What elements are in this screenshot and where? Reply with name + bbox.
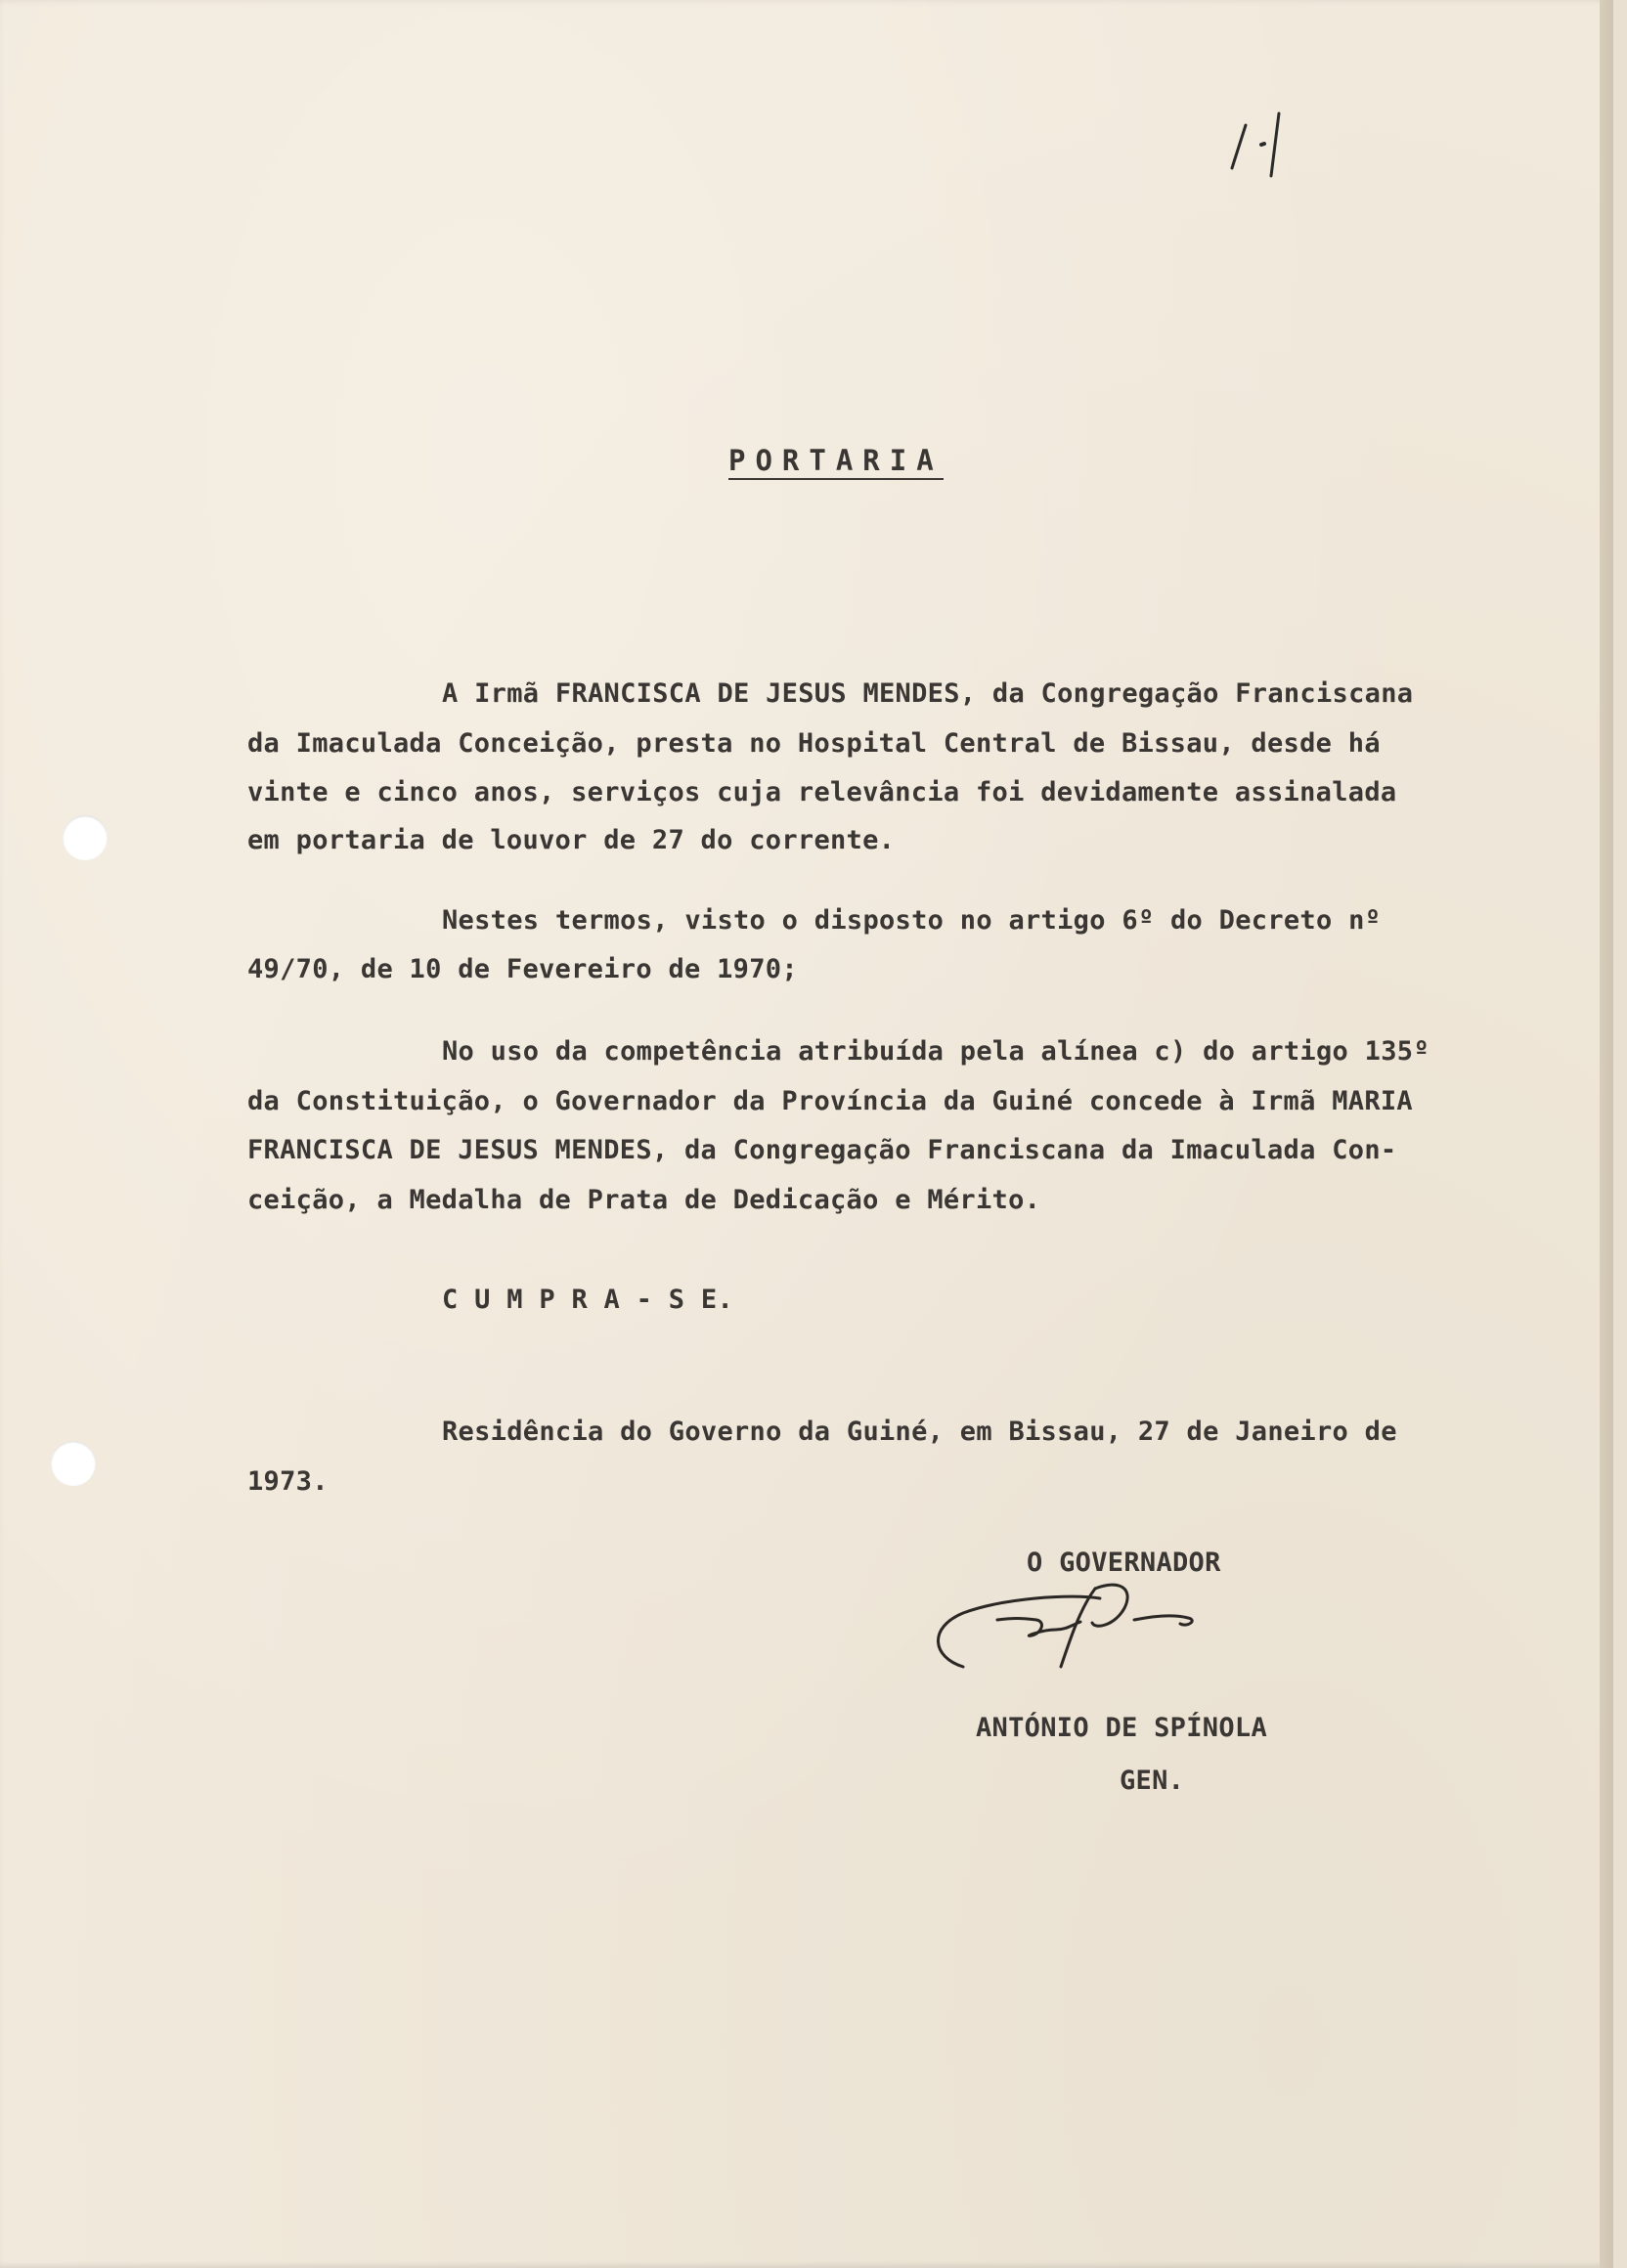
closing-formula: C U M P R A - S E. xyxy=(442,1285,733,1315)
paragraph-1-line-2: da Imaculada Conceição, presta no Hospital Central de Bissau, desde há xyxy=(247,728,1381,759)
paragraph-1-line-1: A Irmã FRANCISCA DE JESUS MENDES, da Congregação Franciscana xyxy=(442,678,1414,709)
signatory-rank: GEN. xyxy=(1120,1766,1185,1796)
signatory-title: O GOVERNADOR xyxy=(1027,1548,1221,1578)
paragraph-3-line-2: da Constituição, o Governador da Província da Guiné concede à Irmã MARIA xyxy=(247,1086,1413,1116)
signatory-name: ANTÓNIO DE SPÍNOLA xyxy=(976,1713,1267,1743)
page-edge-shadow xyxy=(1600,0,1613,2268)
paragraph-3-line-4: ceição, a Medalha de Prata de Dedicação e Mérito. xyxy=(247,1185,1041,1215)
paragraph-3-line-1: No uso da competência atribuída pela alínea c) do artigo 135º xyxy=(442,1036,1429,1067)
handwritten-page-number xyxy=(1222,98,1310,186)
paragraph-1-line-3: vinte e cinco anos, serviços cuja relevância foi devidamente assinalada xyxy=(247,777,1397,807)
document-title: PORTARIA xyxy=(728,444,944,480)
place-date-line-1: Residência do Governo da Guiné, em Bissau, 27 de Janeiro de xyxy=(442,1417,1397,1447)
paragraph-1-line-4: em portaria de louvor de 27 do corrente. xyxy=(247,825,896,855)
handwritten-signature xyxy=(924,1569,1247,1677)
punch-hole-top xyxy=(63,815,108,860)
paragraph-2-line-2: 49/70, de 10 de Fevereiro de 1970; xyxy=(247,954,798,984)
paragraph-3-line-3: FRANCISCA DE JESUS MENDES, da Congregação Franciscana da Imaculada Con- xyxy=(247,1135,1397,1165)
paragraph-2-line-1: Nestes termos, visto o disposto no artigo 6º do Decreto nº xyxy=(442,905,1382,936)
place-date-line-2: 1973. xyxy=(247,1466,329,1497)
punch-hole-bottom xyxy=(51,1441,96,1486)
